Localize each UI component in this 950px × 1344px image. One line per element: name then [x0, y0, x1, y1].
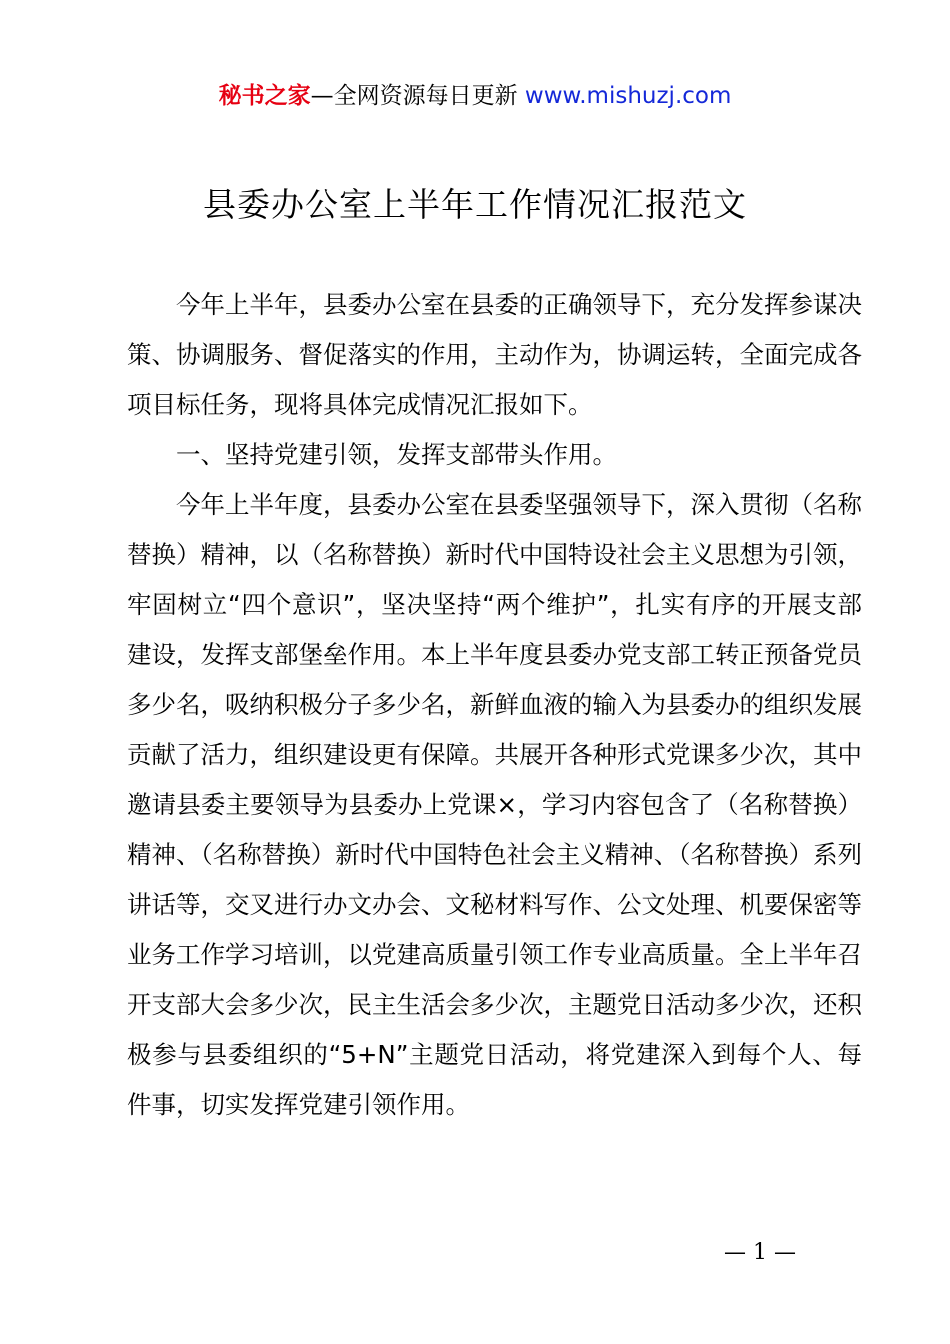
site-url[interactable]: www.mishuzj.com: [524, 83, 732, 109]
document-body: [127, 280, 862, 1130]
section-heading: 一、坚持党建引领，发挥支部带头作用。: [176, 440, 617, 469]
document-title: 县委办公室上半年工作情况汇报范文: [203, 185, 747, 224]
paragraph-intro: 今年上半年，县委办公室在县委的正确领导下，充分发挥参谋决策、协调服务、督促落实的作用，主动作为，协调运转，全面完成各项目标任务，现将具体完成情况汇报如下。: [127, 290, 862, 419]
site-header: [0, 78, 950, 114]
paragraph-party-building: 今年上半年度，县委办公室在县委坚强领导下，深入贯彻（名称替换）精神，以（名称替换）新时代中国特设社会主义思想为引领，牢固树立“四个意识”，坚决坚持“两个维护”，扎实有序的开展支部建设，发挥支部堡垒作用。本上半年度县委办党支部工转正预备党员多少名，吸纳积极分子多少名，新鲜血液的输入为县委办的组织发展贡献了活力，组织建设更有保障。共展开各种形式党课多少次，其中邀请县委主要领导为县委办上党课×，学习内容包含了（名称替换）精神、（名称替换）新时代中国特色社会主义精神、（名称替换）系列讲话等，交叉进行办文办会、文秘材料写作、公文处理、机要保密等业务工作学习培训，以党建高质量引领工作专业高质量。全上半年召开支部大会多少次，民主生活会多少次，主题党日活动多少次，还积极参与县委组织的“5+N”主题党日活动，将党建深入到每个人、每件事，切实发挥党建引领作用。: [127, 490, 862, 1119]
site-brand: 秘书之家: [218, 83, 311, 109]
page-number: — 1 —: [724, 1240, 796, 1265]
site-tagline: —全网资源每日更新: [310, 83, 525, 109]
